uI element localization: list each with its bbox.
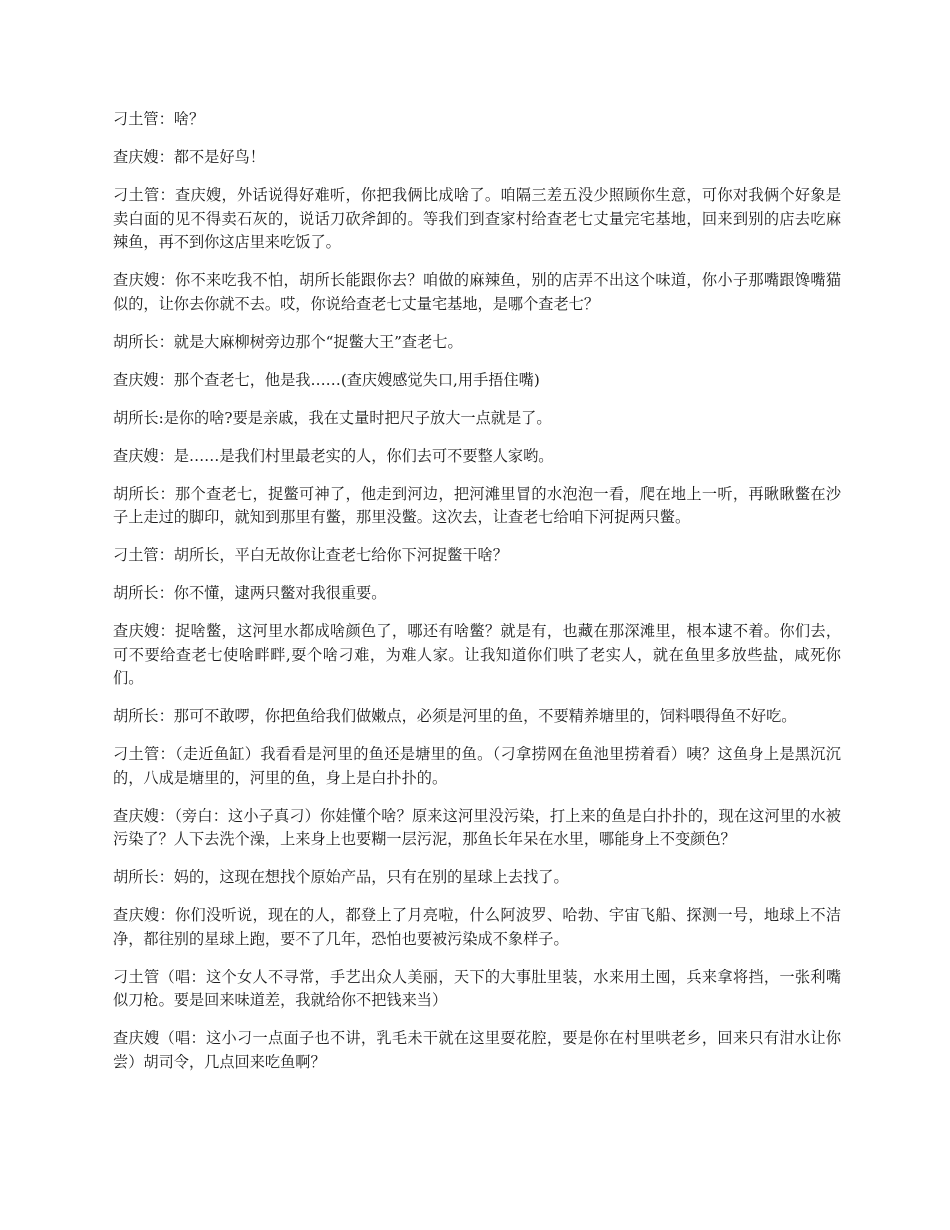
dialogue-line: 查庆嫂：你不来吃我不怕，胡所长能跟你去？咱做的麻辣鱼，别的店弄不出这个味道，你小子那嘴跟馋嘴猫似的，让你去你就不去。哎，你说给查老七丈量宅基地，是哪个查老七？ <box>113 271 841 313</box>
dialogue-line: 胡所长：妈的，这现在想找个原始产品，只有在别的星球上去找了。 <box>113 868 569 886</box>
dialogue-line: 胡所长：那个查老七，捉鳖可神了，他走到河边，把河滩里冒的水泡泡一看，爬在地上一听，再瞅瞅鳖在沙子上走过的脚印，就知到那里有鳖，那里没鳖。这次去，让查老七给咱下河捉两只鳖。 <box>113 484 841 526</box>
dialogue-line: 胡所长：你不懂，逮两只鳖对我很重要。 <box>113 584 387 602</box>
dialogue-line: 刁土管：查庆嫂，外话说得好难听，你把我俩比成啥了。咱隔三差五没少照顾你生意，可你对我俩个好象是卖白面的见不得卖石灰的，说话刀砍斧卸的。等我们到查家村给查老七丈量完宅基地，回来到别的店去吃麻辣鱼，再不到你这店里来吃饭了。 <box>113 186 841 251</box>
dialogue-line: 查庆嫂：是……是我们村里最老实的人，你们去可不要整人家哟。 <box>113 446 554 465</box>
dialogue-line: 刁土管（唱：这个女人不寻常，手艺出众人美丽，天下的大事肚里装，水来用土囤，兵来拿将挡，一张利嘴似刀枪。要是回来味道差，我就给你不把钱来当） <box>113 967 841 1009</box>
dialogue-line: 查庆嫂：你们没听说，现在的人，都登上了月亮啦，什么阿波罗、哈勃、宇宙飞船、探测一号，地球上不洁净，都往别的星球上跑，要不了几年，恐怕也要被污染成不象样子。 <box>113 906 841 948</box>
dialogue-line: 刁土管：（走近鱼缸）我看看是河里的鱼还是塘里的鱼。（刁拿捞网在鱼池里捞着看）咦？这鱼身上是黑沉沉的，八成是塘里的，河里的鱼，身上是白扑扑的。 <box>113 745 841 787</box>
dialogue-line: 查庆嫂（唱：这小刁一点面子也不讲，乳毛未干就在这里耍花腔，要是你在村里哄老乡，回来只有泔水让你尝）胡司令，几点回来吃鱼啊？ <box>113 1029 841 1071</box>
document-body <box>113 108 841 1089</box>
dialogue-line: 胡所长:是你的啥?要是亲戚，我在丈量时把尺子放大一点就是了。 <box>113 408 552 427</box>
dialogue-line: 刁土管：啥？ <box>113 110 205 128</box>
dialogue-line: 胡所长：就是大麻柳树旁边那个“捉鳖大王”查老七。 <box>113 332 463 351</box>
dialogue-line: 刁土管：胡所长，平白无故你让查老七给你下河捉鳖干啥？ <box>113 546 508 564</box>
dialogue-line: 查庆嫂：那个查老七，他是我……(查庆嫂感觉失口,用手捂住嘴) <box>113 370 540 389</box>
dialogue-line: 查庆嫂：（旁白：这小子真刁）你娃懂个啥？原来这河里没污染，打上来的鱼是白扑扑的，现在这河里的水被污染了？人下去洗个澡，上来身上也要糊一层污泥，那鱼长年呆在水里，哪能身上不变颜色？ <box>113 806 841 848</box>
dialogue-line: 胡所长：那可不敢啰，你把鱼给我们做嫩点，必须是河里的鱼，不要精养塘里的，饲料喂得鱼不好吃。 <box>113 707 797 725</box>
dialogue-line: 查庆嫂：捉啥鳖，这河里水都成啥颜色了，哪还有啥鳖？就是有，也藏在那深滩里，根本逮不着。你们去，可不要给查老七使啥畔畔,耍个啥刁难，为难人家。让我知道你们哄了老实人，就在鱼里多放些盐，咸死你们。 <box>113 622 841 687</box>
dialogue-line: 查庆嫂：都不是好鸟！ <box>113 148 265 166</box>
